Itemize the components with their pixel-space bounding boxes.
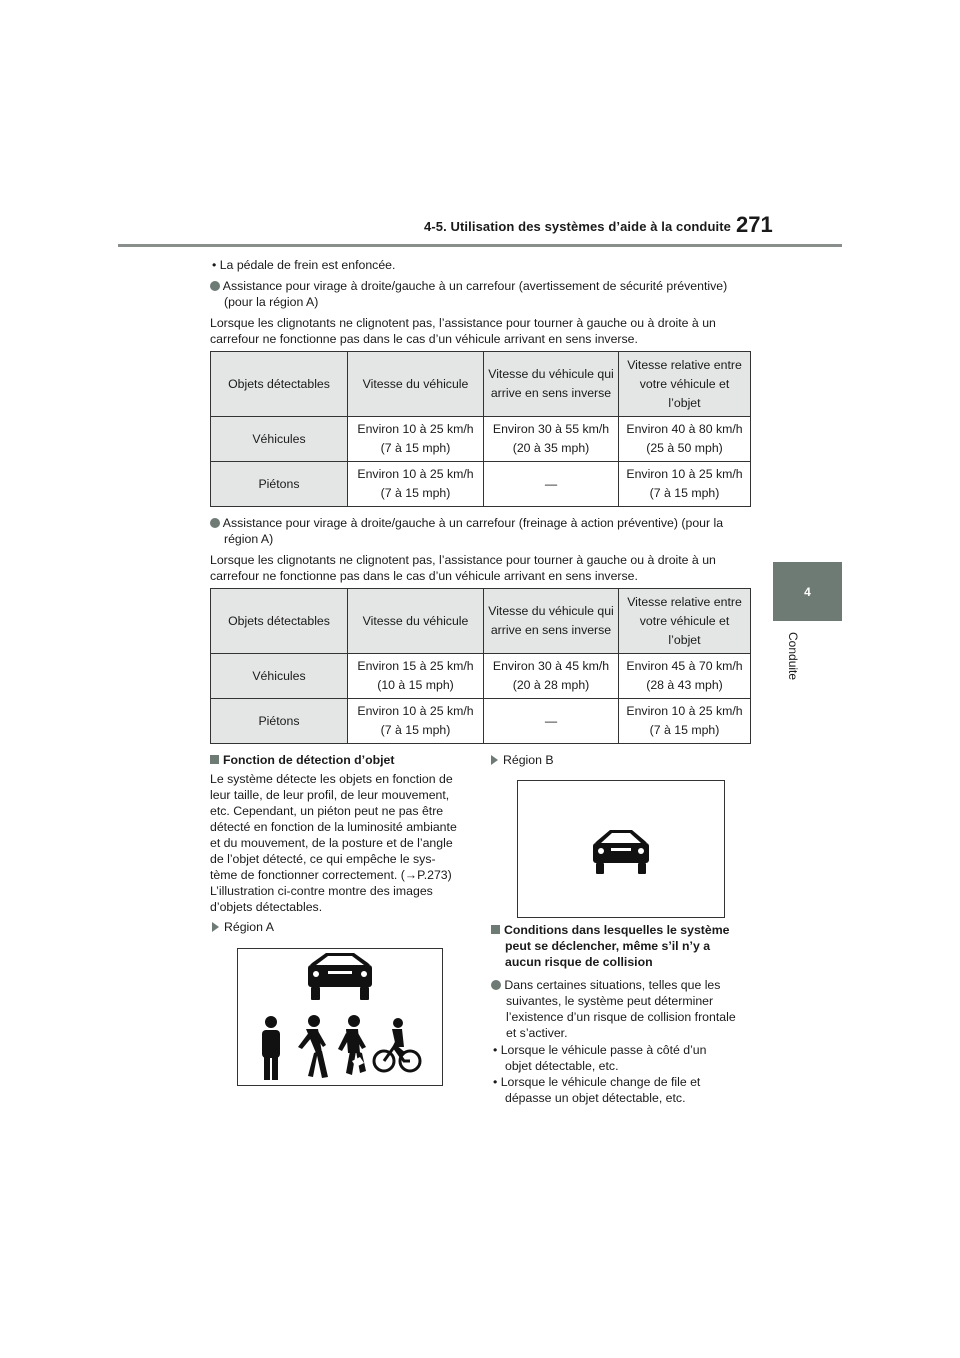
table-cell: Environ 30 à 55 km/h (20 à 35 mph) bbox=[484, 417, 619, 462]
table-header-cell: Objets détectables bbox=[211, 589, 348, 654]
table-cell: Environ 15 à 25 km/h (10 à 15 mph) bbox=[348, 654, 484, 699]
table-cell: Environ 10 à 25 km/h (7 à 15 mph) bbox=[348, 462, 484, 507]
bullet-dot-icon bbox=[210, 518, 220, 528]
section1-body-line2: carrefour ne fonctionne pas dans le cas d’un véhicule arrivant en sens inverse. bbox=[210, 332, 638, 346]
detection-line: leur taille, de leur profil, de leur mouvement, bbox=[210, 788, 450, 802]
detection-body bbox=[210, 771, 472, 915]
conditions-heading-line: aucun risque de collision bbox=[505, 955, 653, 969]
pedestrian-standing-icon bbox=[262, 1016, 280, 1080]
table-cell: Environ 10 à 25 km/h (7 à 15 mph) bbox=[348, 417, 484, 462]
chapter-number: 4 bbox=[804, 584, 811, 599]
table-row-label: Piétons bbox=[211, 699, 348, 744]
brake-pedal-item: • La pédale de frein est enfoncée. bbox=[212, 258, 396, 272]
conditions-heading-line: peut se déclencher, même s’il n’y a bbox=[505, 939, 711, 953]
table-cell: Environ 10 à 25 km/h (7 à 15 mph) bbox=[348, 699, 484, 744]
bullet-dot-icon bbox=[210, 281, 220, 291]
section-title: 4-5. Utilisation des systèmes d’aide à la conduite bbox=[424, 219, 731, 234]
conditions-items bbox=[493, 1042, 755, 1106]
table-header-cell: Vitesse du véhicule bbox=[348, 589, 484, 654]
region-b-figure bbox=[517, 780, 725, 918]
table-header-cell: Objets détectables bbox=[211, 352, 348, 417]
table-row-label: Piétons bbox=[211, 462, 348, 507]
conditions-heading: Conditions dans lesquelles le système peut se déclencher, même s’il n’y a aucun risque de collision bbox=[491, 922, 753, 970]
detection-line: et du mouvement, de la posture et de l’angle bbox=[210, 836, 453, 850]
section2-body-line2: carrefour ne fonctionne pas dans le cas d’un véhicule arrivant en sens inverse. bbox=[210, 569, 638, 583]
table-cell: Environ 10 à 25 km/h (7 à 15 mph) bbox=[619, 699, 751, 744]
conditions-line: l’existence d’un risque de collision frontale bbox=[506, 1010, 736, 1024]
table-cell: — bbox=[484, 699, 619, 744]
car-icon bbox=[593, 830, 649, 874]
table-header-row bbox=[211, 352, 751, 417]
detectable-objects-illustration bbox=[238, 949, 442, 1085]
pedestrian-walking-icon bbox=[298, 1015, 328, 1078]
detection-line: L’illustration ci-contre montre des images bbox=[210, 884, 433, 898]
table-cell: Environ 40 à 80 km/h (25 à 50 mph) bbox=[619, 417, 751, 462]
header-divider bbox=[118, 244, 842, 247]
section1-title: Assistance pour virage à droite/gauche à un carrefour (avertissement de sécurité préventive) bbox=[210, 278, 727, 294]
table-row bbox=[211, 417, 751, 462]
region-a-figure bbox=[237, 948, 443, 1086]
detection-heading: Fonction de détection d’objet bbox=[210, 752, 394, 768]
chapter-label: Conduite bbox=[786, 632, 800, 681]
square-bullet-icon bbox=[210, 755, 219, 764]
list-item: • Lorsque le véhicule change de file et bbox=[493, 1075, 701, 1089]
table-header-cell: Vitesse du véhicule qui arrive en sens inverse bbox=[484, 352, 619, 417]
cyclist-rider-icon bbox=[392, 1018, 406, 1057]
table-cell: Environ 45 à 70 km/h (28 à 43 mph) bbox=[619, 654, 751, 699]
chapter-tab[interactable] bbox=[773, 562, 842, 621]
table-cell: Environ 10 à 25 km/h (7 à 15 mph) bbox=[619, 462, 751, 507]
table-cell: Environ 30 à 45 km/h (20 à 28 mph) bbox=[484, 654, 619, 699]
table-header-row bbox=[211, 589, 751, 654]
detection-line: tème de fonctionner correctement. (→P.273) bbox=[210, 868, 452, 882]
bullet-dot-icon bbox=[491, 980, 501, 990]
section1-table bbox=[210, 351, 751, 507]
region-a-label: Région A bbox=[212, 919, 274, 935]
detection-line: d’objets détectables. bbox=[210, 900, 323, 914]
section2-body-line1: Lorsque les clignotants ne clignotent pas, l’assistance pour tourner à gauche ou à droite à un bbox=[210, 553, 716, 567]
table-row bbox=[211, 462, 751, 507]
car-illustration bbox=[518, 781, 724, 917]
table-cell: — bbox=[484, 462, 619, 507]
table-row bbox=[211, 654, 751, 699]
table-row-label: Véhicules bbox=[211, 417, 348, 462]
section1-title-cont: (pour la région A) bbox=[224, 295, 319, 309]
detection-line: etc. Cependant, un piéton peut ne pas être bbox=[210, 804, 444, 818]
table-header-cell: Vitesse relative entre votre véhicule et l’objet bbox=[619, 352, 751, 417]
arrow-right-icon bbox=[212, 922, 219, 932]
detection-line: Le système détecte les objets en fonction de bbox=[210, 772, 453, 786]
region-b-label: Région B bbox=[491, 752, 554, 768]
pedestrian-running-icon bbox=[338, 1015, 366, 1075]
page-number: 271 bbox=[736, 212, 773, 237]
table-row-label: Véhicules bbox=[211, 654, 348, 699]
list-item-cont: dépasse un objet détectable, etc. bbox=[505, 1091, 686, 1105]
list-item-cont: objet détectable, etc. bbox=[505, 1059, 619, 1073]
list-item: • Lorsque le véhicule passe à côté d’un bbox=[493, 1043, 707, 1057]
conditions-bullet: Dans certaines situations, telles que les suivantes, le système peut déterminer l’existence d’un risque de collision frontale et s’activer. bbox=[491, 977, 753, 1041]
section2-title-cont: région A) bbox=[224, 532, 274, 546]
table-header-cell: Vitesse relative entre votre véhicule et l’objet bbox=[619, 589, 751, 654]
detection-line: détecté en fonction de la luminosité ambiante bbox=[210, 820, 457, 834]
section1-body-line1: Lorsque les clignotants ne clignotent pas, l’assistance pour tourner à gauche ou à droite à un bbox=[210, 316, 716, 330]
table-header-cell: Vitesse du véhicule qui arrive en sens inverse bbox=[484, 589, 619, 654]
arrow-right-icon bbox=[491, 755, 498, 765]
section2-title: Assistance pour virage à droite/gauche à un carrefour (freinage à action préventive) (pour la bbox=[210, 515, 723, 531]
car-icon bbox=[308, 953, 372, 1000]
table-header-cell: Vitesse du véhicule bbox=[348, 352, 484, 417]
section2-table bbox=[210, 588, 751, 744]
table-row bbox=[211, 699, 751, 744]
conditions-line: suivantes, le système peut déterminer bbox=[506, 994, 714, 1008]
square-bullet-icon bbox=[491, 925, 500, 934]
conditions-line: et s’activer. bbox=[506, 1026, 568, 1040]
detection-line: de l’objet détecté, ce qui empêche le sys- bbox=[210, 852, 436, 866]
